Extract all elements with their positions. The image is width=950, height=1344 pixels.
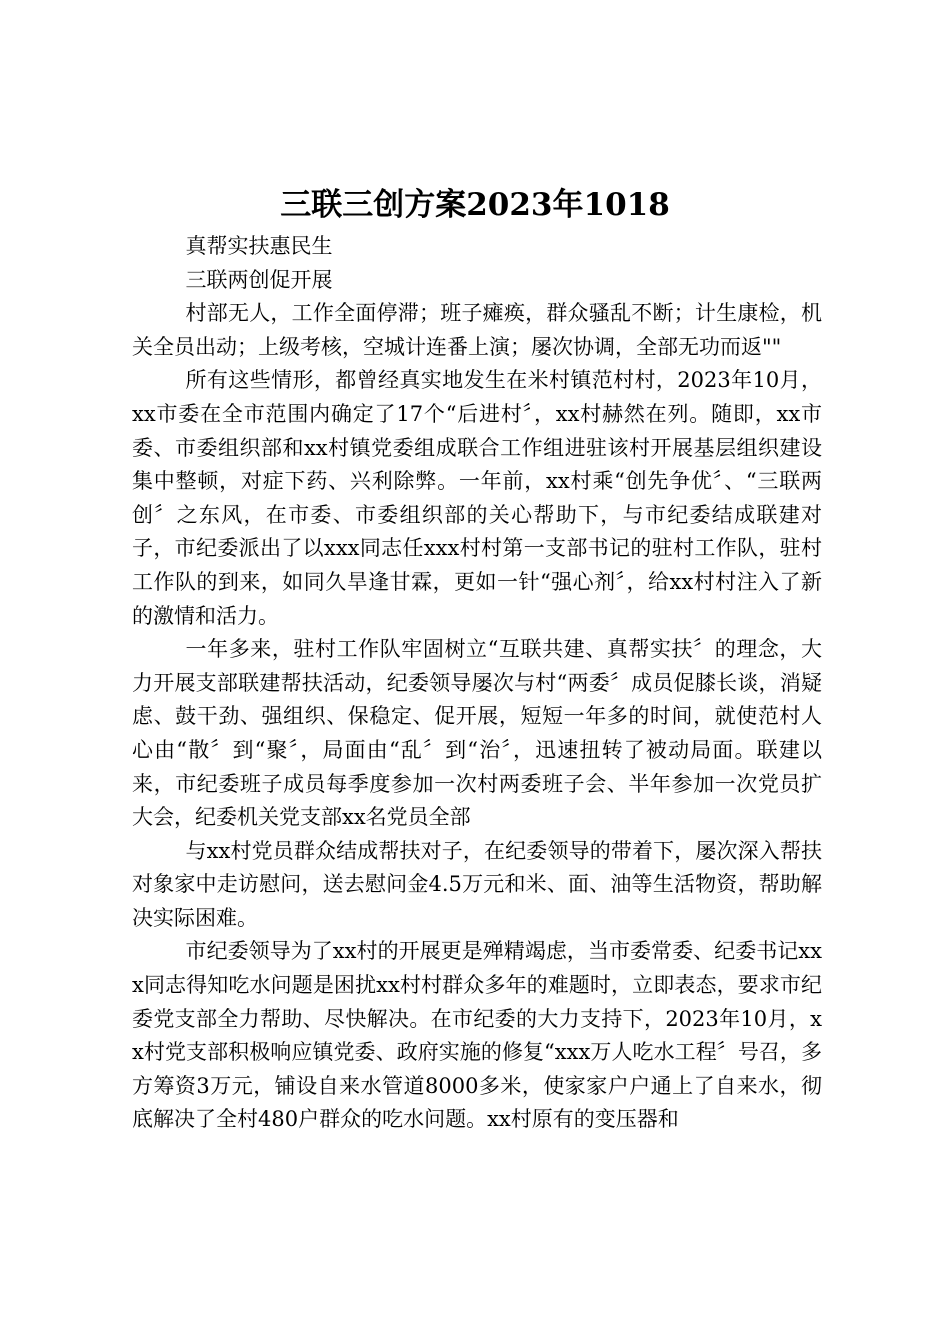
paragraph: 市纪委领导为了xx村的开展更是殚精竭虑，当市委常委、纪委书记xxx同志得知吃水问题是困扰xx村村群众多年的难题时，立即表态，要求市纪委党支部全力帮助、尽快解决。在市纪委的大力支持下，2023年10月，xx村党支部积极响应镇党委、政府实施的修复“xxx万人吃水工程〞号召，多方筹资3万元，铺设自来水管道8000多米，使家家户户通上了自来水，彻底解决了全村480户群众的吃水问题。xx村原有的变压器和	[132, 939, 822, 1132]
document-title: 三联三创方案2023年1018	[280, 187, 670, 223]
paragraph: 村部无人，工作全面停滞；班子瘫痪，群众骚乱不断；计生康检，机关全员出动；上级考核，空城计连番上演；屡次协调，全部无功而返""	[132, 301, 822, 359]
subtitle-line-1: 真帮实扶惠民生	[185, 234, 333, 258]
document-body	[132, 230, 822, 1137]
paragraph: 所有这些情形，都曾经真实地发生在米村镇范村村，2023年10月，xx市委在全市范围内确定了17个“后进村〞，xx村赫然在列。随即，xx市委、市委组织部和xx村镇党委组成联合工作组进驻该村开展基层组织建设集中整顿，对症下药、兴利除弊。一年前，xx村乘“创先争优〞、“三联两创〞之东风，在市委、市委组织部的关心帮助下，与市纪委结成联建对子，市纪委派出了以xxx同志任xxx村村第一支部书记的驻村工作队，驻村工作队的到来，如同久旱逢甘霖，更如一针“强心剂〞，给xx村村注入了新的激情和活力。	[132, 368, 822, 628]
paragraph: 一年多来，驻村工作队牢固树立“互联共建、真帮实扶〞的理念，大力开展支部联建帮扶活动，纪委领导屡次与村“两委〞成员促膝长谈，消疑虑、鼓干劲、强组织、保稳定、促开展，短短一年多的时间，就使范村人心由“散〞到“聚〞，局面由“乱〞到“治〞，迅速扭转了被动局面。联建以来，市纪委班子成员每季度参加一次村两委班子会、半年参加一次党员扩大会，纪委机关党支部xx名党员全部	[132, 637, 822, 830]
subtitle-line-2: 三联两创促开展	[185, 267, 333, 292]
paragraph: 与xx村党员群众结成帮扶对子，在纪委领导的带着下，屡次深入帮扶对象家中走访慰问，送去慰问金4.5万元和米、面、油等生活物资，帮助解决实际困难。	[132, 838, 822, 930]
